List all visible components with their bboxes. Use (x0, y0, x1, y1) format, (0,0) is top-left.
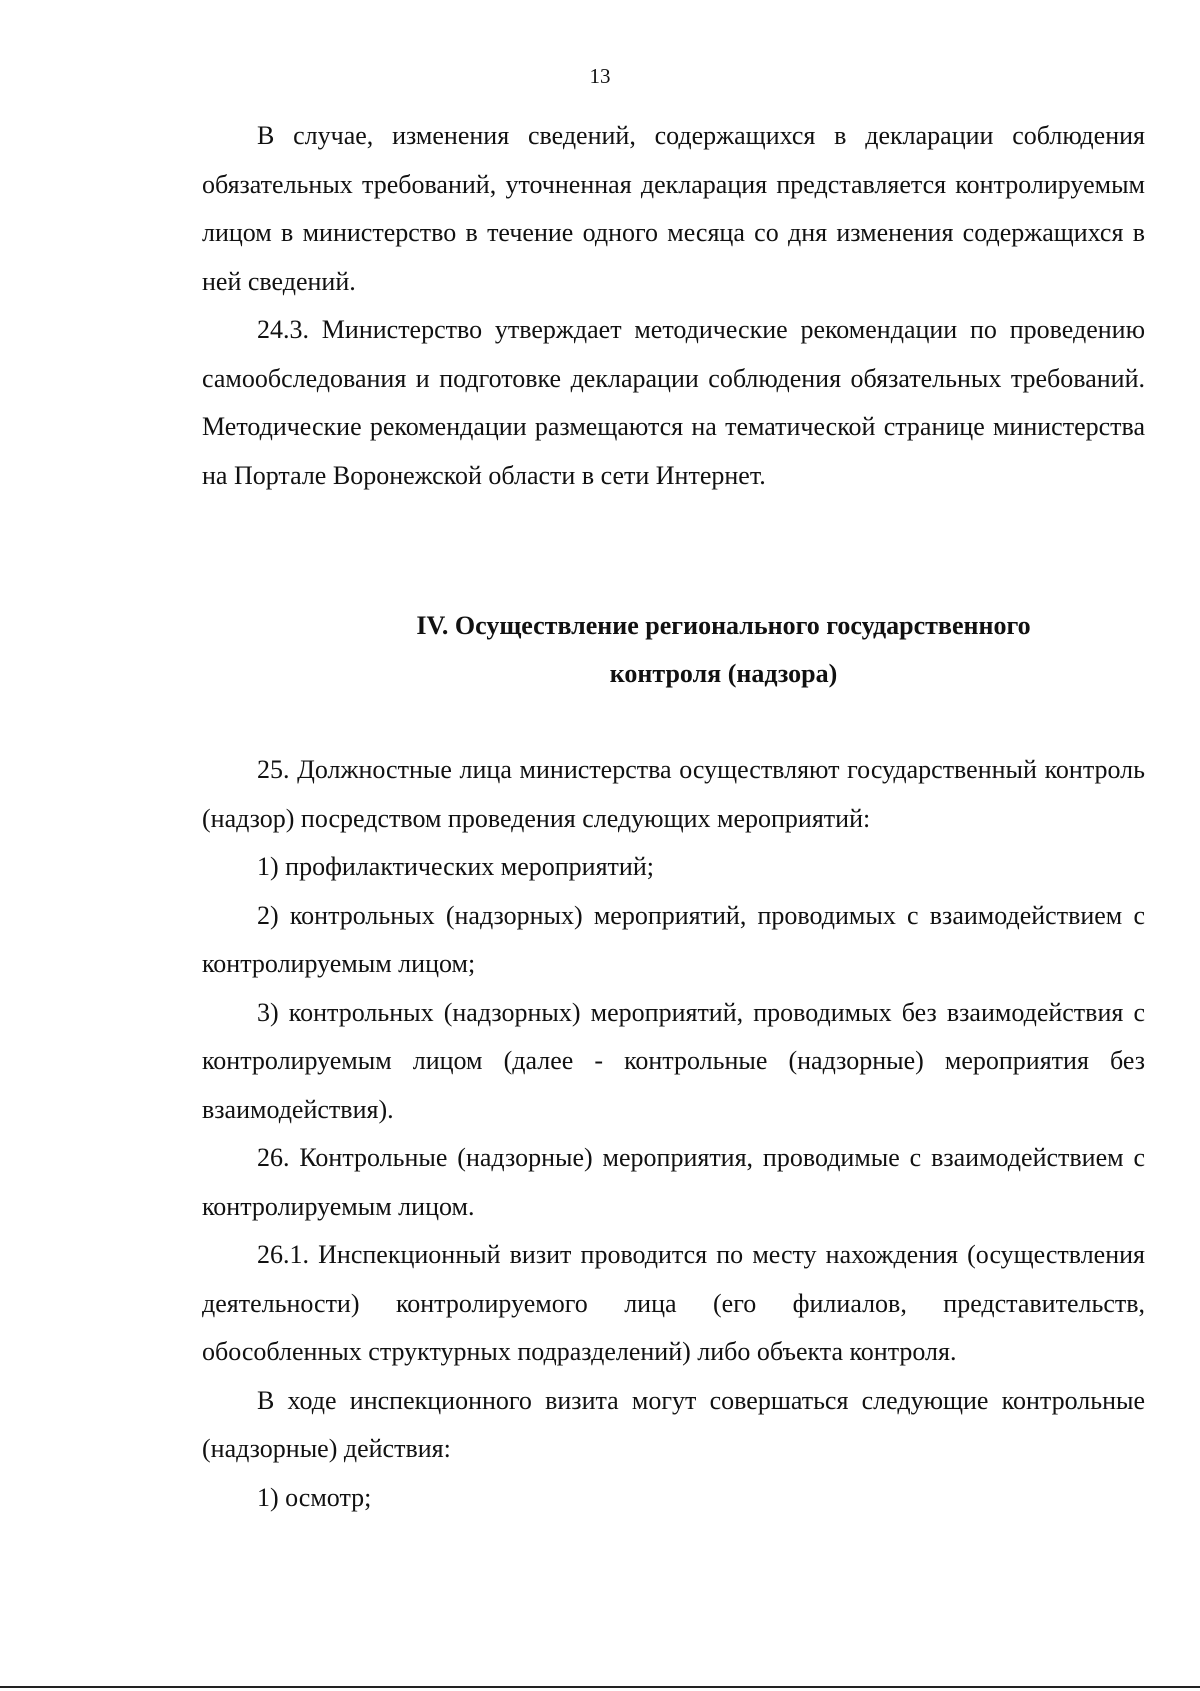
list-item: 1) профилактических мероприятий; (257, 852, 654, 881)
document-body-bottom (202, 746, 1145, 1522)
list-item: 1) осмотр; (257, 1482, 372, 1512)
paragraph: 26.1. Инспекционный визит проводится по месту нахождения (осуществления деятельности) контролируемого лица (его филиалов, представительств, обособленных структурных подразделений) либо объекта контроля. (202, 1240, 1145, 1366)
list-item: 3) контрольных (надзорных) мероприятий, проводимых без взаимодействия с контролируемым лицом (далее - контрольные (надзорные) мероприятия без взаимодействия). (202, 997, 1145, 1124)
section-heading-line: контроля (надзора) (609, 659, 838, 688)
section-heading-line: IV. Осуществление регионального государственного (416, 611, 1031, 640)
section-heading (202, 602, 1145, 698)
list-item: 2) контрольных (надзорных) мероприятий, проводимых с взаимодействием с контролируемым лицом; (202, 900, 1145, 978)
paragraph: 25. Должностные лица министерства осуществляют государственный контроль (надзор) посредством проведения следующих мероприятий: (202, 755, 1145, 833)
page-bottom-edge (0, 1686, 1200, 1688)
paragraph: В ходе инспекционного визита могут совершаться следующие контрольные (надзорные) действия: (202, 1385, 1145, 1463)
page-number: 13 (589, 64, 611, 88)
paragraph: 26. Контрольные (надзорные) мероприятия, проводимые с взаимодействием с контролируемым лицом. (202, 1143, 1145, 1221)
paragraph: В случае, изменения сведений, содержащихся в декларации соблюдения обязательных требований, уточненная декларация представляется контролируемым лицом в министерство в течение одного месяца со дня изменения содержащихся в ней сведений. (202, 121, 1145, 296)
paragraph: 24.3. Министерство утверждает методические рекомендации по проведению самообследования и подготовке декларации соблюдения обязательных требований. Методические рекомендации размещаются на тематической странице министерства на Портале Воронежской области в сети Интернет. (202, 315, 1145, 490)
document-body-top (202, 112, 1145, 500)
